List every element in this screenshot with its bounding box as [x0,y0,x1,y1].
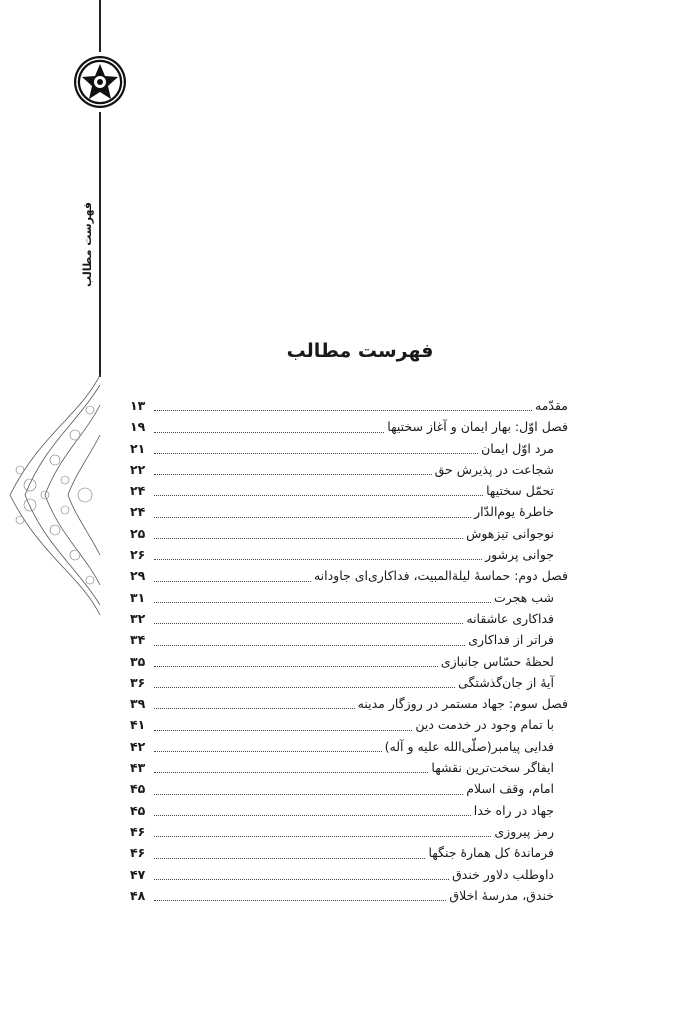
toc-entry [130,480,568,501]
toc-entry [130,714,568,735]
toc-entry-title: جهاد در راه خدا [471,800,554,821]
running-head [72,200,102,290]
toc-page-number: ۲۹ [130,565,148,586]
dot-leader [154,580,311,582]
toc-entry [130,864,568,885]
toc-entry [130,608,568,629]
toc-entry [130,501,568,522]
toc-entry-title: فصل سوم: جهاد مستمر در روزگار مدینه [355,693,568,714]
table-of-contents [130,395,568,906]
toc-entry [130,438,568,459]
toc-entry [130,459,568,480]
dot-leader [154,473,432,475]
toc-page-number: ۲۴ [130,480,148,501]
toc-entry [130,587,568,608]
toc-entry-title: فدایی پیامبر(صلّی‌الله علیه و آله) [382,736,554,757]
toc-entry-title: مقدّمه [532,395,568,416]
toc-page-number: ۲۶ [130,544,148,565]
dot-leader [154,771,428,773]
toc-entry-title: فصل دوم: حماسهٔ لیلة‌المبیت، فداکاری‌ای جاودانه [311,565,568,586]
page-title: فهرست مطالب [286,340,434,362]
toc-entry [130,842,568,863]
toc-entry [130,821,568,842]
toc-entry-title: امام، وقف اسلام [463,778,554,799]
toc-entry [130,757,568,778]
dot-leader [154,644,465,646]
toc-entry-title: مرد اوّل ایمان [478,438,554,459]
toc-entry-title: خندق، مدرسهٔ اخلاق [446,885,554,906]
toc-page-number: ۴۶ [130,821,148,842]
toc-entry-title: لحظهٔ حسّاس جانبازی [438,651,554,672]
toc-entry-title: با تمام وجود در خدمت دین [412,714,554,735]
toc-entry [130,565,568,586]
toc-page-number: ۴۵ [130,800,148,821]
toc-entry-title: فراتر از فداکاری [465,629,554,650]
toc-entry [130,629,568,650]
toc-entry-title: خاطرهٔ یوم‌الدّار [471,501,554,522]
star-rosette-ornament-icon [70,52,130,112]
toc-entry [130,395,568,416]
toc-page-number: ۴۲ [130,736,148,757]
toc-entry [130,651,568,672]
toc-entry-title: جوانی پرشور [482,544,554,565]
dot-leader [154,516,471,518]
dot-leader [154,729,412,731]
running-head-text: فهرست مطالب [80,202,94,288]
dot-leader [154,857,425,859]
toc-entry-title: ایفاگر سخت‌ترین نقشها [428,757,554,778]
toc-page-number: ۱۳ [130,395,148,416]
toc-entry-title: شب هجرت [491,587,554,608]
toc-page-number: ۲۵ [130,523,148,544]
toc-entry [130,672,568,693]
toc-entry-title: شجاعت در پذیرش حق [432,459,554,480]
toc-page-number: ۳۹ [130,693,148,714]
margin-rule-top [99,0,101,52]
toc-entry-title: فداکاری عاشقانه [463,608,554,629]
dot-leader [154,558,482,560]
toc-entry-title: رمز پیروزی [491,821,554,842]
toc-page-number: ۴۶ [130,842,148,863]
toc-entry-title: نوجوانی تیزهوش [463,523,554,544]
dot-leader [154,899,446,901]
dot-leader [154,494,483,496]
toc-page-number: ۲۴ [130,501,148,522]
dot-leader [154,409,532,411]
toc-page-number: ۳۲ [130,608,148,629]
dot-leader [154,878,449,880]
toc-entry [130,736,568,757]
toc-page-number: ۴۷ [130,864,148,885]
toc-entry-title: داوطلب دلاور خندق [449,864,554,885]
toc-entry-title: تحمّل سختیها [483,480,554,501]
floral-arabesque-ornament-icon [0,375,108,615]
toc-page-number: ۲۲ [130,459,148,480]
toc-page-number: ۲۱ [130,438,148,459]
toc-entry [130,544,568,565]
toc-entry-title: فرماندهٔ کل همارهٔ جنگها [426,842,555,863]
toc-page-number: ۴۱ [130,714,148,735]
toc-page-number: ۳۶ [130,672,148,693]
toc-page-number: ۴۸ [130,885,148,906]
dot-leader [154,707,355,709]
toc-entry [130,800,568,821]
dot-leader [154,537,463,539]
toc-entry-title: فصل اوّل: بهار ایمان و آغاز سختیها [384,416,568,437]
toc-page-number: ۳۵ [130,651,148,672]
dot-leader [154,793,463,795]
dot-leader [154,601,491,603]
toc-page-number: ۴۵ [130,778,148,799]
dot-leader [154,750,382,752]
toc-page-number: ۱۹ [130,416,148,437]
toc-entry [130,416,568,437]
dot-leader [154,686,455,688]
toc-entry [130,885,568,906]
dot-leader [154,814,471,816]
toc-entry [130,693,568,714]
toc-entry [130,523,568,544]
toc-page-number: ۴۳ [130,757,148,778]
dot-leader [154,835,491,837]
toc-page-number: ۳۱ [130,587,148,608]
toc-entry [130,778,568,799]
dot-leader [154,452,478,454]
dot-leader [154,665,438,667]
dot-leader [154,431,384,433]
dot-leader [154,622,463,624]
toc-page-number: ۳۴ [130,629,148,650]
toc-entry-title: آیهٔ از جان‌گذشتگی [455,672,554,693]
